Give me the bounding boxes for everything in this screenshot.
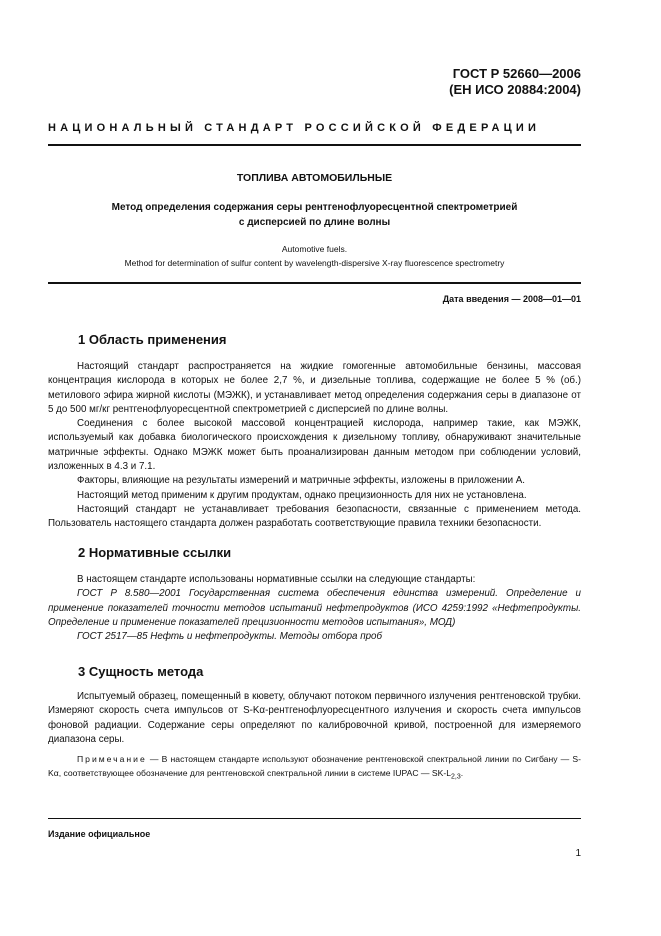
standard-id	[449, 66, 581, 98]
paragraph: Настоящий метод применим к другим продуктам, однако прецизионность для них не установлена.	[77, 489, 527, 501]
normative-reference: ГОСТ Р 8.580—2001 Государственная система обеспечения единства измерений. Определение и применение показателей точности методов испытаний нефтепродуктов (ИСО 4259:1992 «Нефтепродукты. Определение и применение показателей прецизионности методов испытания», МОД)	[48, 588, 581, 628]
english-title	[48, 242, 581, 270]
introduction-date: Дата введения — 2008—01—01	[442, 294, 581, 304]
subtitle-line-2: с дисперсией по длине волны	[238, 217, 391, 228]
paragraph: Настоящий стандарт не устанавливает требования безопасности, связанные с применением метода. Пользователь настоящего стандарта должен разработать соответствующие правила техники безопасности.	[48, 503, 581, 530]
normative-reference: ГОСТ 2517—85 Нефть и нефтепродукты. Методы отбора проб	[77, 631, 382, 643]
section-3-body	[48, 690, 581, 785]
note-end: .	[460, 768, 464, 779]
section-2-heading: 2 Нормативные ссылки	[78, 545, 232, 560]
standard-equivalent: (ЕН ИСО 20884:2004)	[449, 82, 581, 97]
paragraph: Факторы, влияющие на результаты измерений и матричные эффекты, изложены в приложении А.	[77, 475, 526, 487]
footer-rule	[48, 818, 581, 819]
title-bottom-rule	[48, 282, 581, 284]
edition-label: Издание официальное	[48, 829, 151, 839]
document-subtitle	[48, 200, 581, 230]
paragraph: Соединения с более высокой массовой концентрацией кислорода, например такие, как МЭЖК, используемый как добавка биологического происхождения к дизельному топливу, обнаруживают значительные матричные эффекты. Однако МЭЖК может быть проанализирован данным методом при соблюдении условий, изложенных в 4.3 и 7.1.	[48, 418, 581, 473]
document-title: ТОПЛИВА АВТОМОБИЛЬНЫЕ	[236, 172, 393, 184]
section-1-body	[48, 360, 581, 532]
page-number: 1	[575, 848, 581, 859]
subtitle-line-1: Метод определения содержания серы рентгенофлуоресцентной спектрометрией	[111, 202, 518, 213]
section-2-body	[48, 573, 581, 644]
note	[48, 752, 581, 785]
section-3-heading: 3 Сущность метода	[78, 664, 204, 679]
note-label: Примечание	[77, 754, 147, 765]
top-rule	[48, 144, 581, 146]
section-1-heading: 1 Область применения	[78, 332, 227, 347]
paragraph: Настоящий стандарт распространяется на жидкие гомогенные автомобильные бензины, массовая концентрация кислорода в которых не более 2,7 %, и дизельные топлива, содержащие не более 5 % (об.) метилового эфира жирной кислоты (МЭЖК), и устанавливает метод определения содержания серы в диапазоне от 5 до 500 мг/кг рентгенофлуоресцентной спектрометрией с дисперсией по длине волны.	[48, 361, 581, 415]
english-title-line-2: Method for determination of sulfur content by wavelength-dispersive X-ray fluorescence spectrometry	[124, 258, 505, 268]
english-title-line-1: Automotive fuels.	[281, 244, 348, 254]
paragraph: Испытуемый образец, помещенный в кювету, облучают потоком первичного излучения рентгеновской трубки. Измеряют скорость счета импульсов от S-Kα-рентгенофлуоресцентного излучения и скорость счета импульсов фоновой радиации. Содержание серы определяют по калибровочной кривой, построенной для измеряемого диапазона серы.	[48, 691, 581, 745]
paragraph: В настоящем стандарте использованы нормативные ссылки на следующие стандарты:	[77, 574, 476, 585]
note-text: — В настоящем стандарте используют обозначение рентгеновской спектральной линии по Сигбану — S-Kα, соответствующее обозначение для рентгеновской спектральной линии в системе IUPAC — SK-L	[48, 754, 581, 779]
note-subscript: 2,3	[451, 773, 461, 781]
standard-number: ГОСТ Р 52660—2006	[452, 66, 581, 81]
national-standard-banner: НАЦИОНАЛЬНЫЙ СТАНДАРТ РОССИЙСКОЙ ФЕДЕРАЦИИ	[48, 122, 541, 134]
